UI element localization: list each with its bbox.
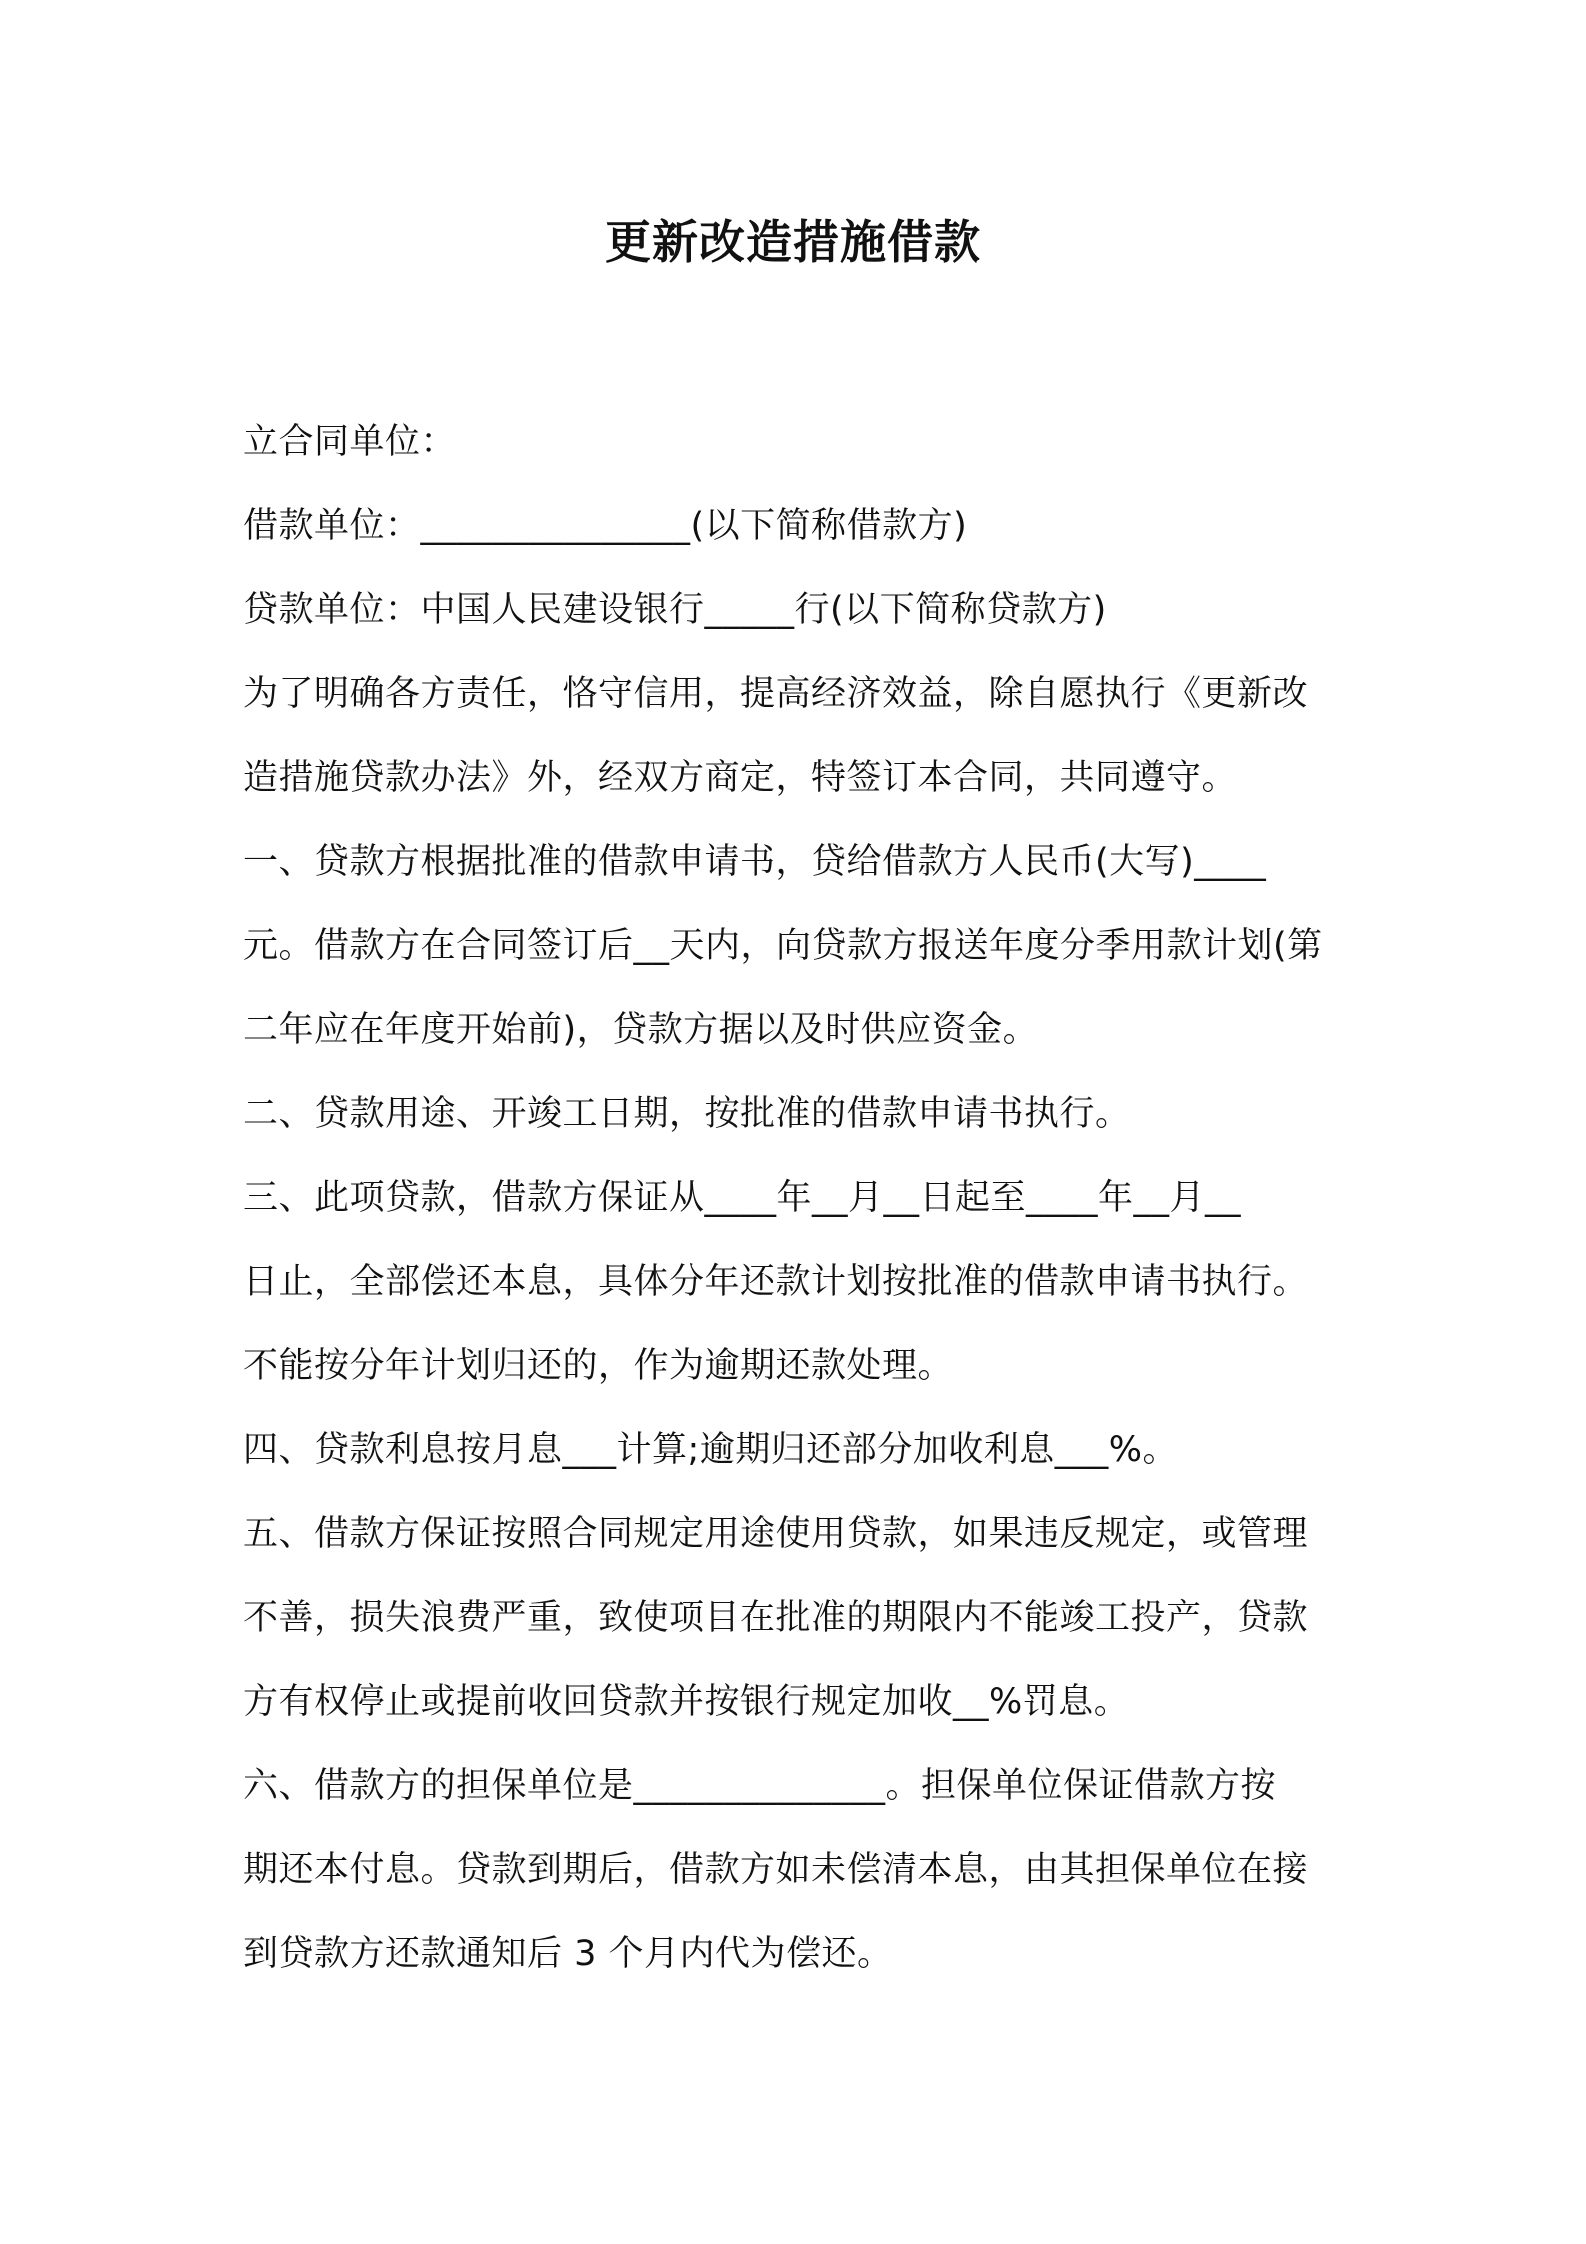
contract-body [243,400,1355,1996]
contract-parties-heading: 立合同单位： [243,422,457,462]
clause-2-line-1: 二、贷款用途、开竣工日期，按批准的借款申请书执行。 [243,1094,1131,1134]
clause-6-line-3: 到贷款方还款通知后 3 个月内代为偿还。 [243,1934,893,1974]
borrower-line: 借款单位：_______________(以下简称借款方) [243,506,968,546]
preamble-line-1: 为了明确各方责任，恪守信用，提高经济效益，除自愿执行《更新改 [243,674,1309,714]
clause-6-line-2: 期还本付息。贷款到期后，借款方如未偿清本息，由其担保单位在接 [243,1850,1309,1890]
clause-1-line-1: 一、贷款方根据批准的借款申请书，贷给借款方人民币(大写)____ [243,842,1267,882]
clause-1-line-3: 二年应在年度开始前)，贷款方据以及时供应资金。 [243,1010,1039,1050]
document-title: 更新改造措施借款 [605,215,981,269]
lender-line: 贷款单位：中国人民建设银行_____行(以下简称贷款方) [243,590,1107,630]
clause-4-line-1: 四、贷款利息按月息___计算;逾期归还部分加收利息___%。 [243,1430,1179,1470]
clause-5-line-2: 不善，损失浪费严重，致使项目在批准的期限内不能竣工投产，贷款 [243,1598,1309,1638]
clause-1-line-2: 元。借款方在合同签订后__天内，向贷款方报送年度分季用款计划(第 [243,926,1323,966]
preamble-line-2: 造措施贷款办法》外，经双方商定，特签订本合同，共同遵守。 [243,758,1238,798]
clause-5-line-1: 五、借款方保证按照合同规定用途使用贷款，如果违反规定，或管理 [243,1514,1309,1554]
clause-5-line-3: 方有权停止或提前收回贷款并按银行规定加收__%罚息。 [243,1682,1130,1722]
clause-3-line-3: 不能按分年计划归还的，作为逾期还款处理。 [243,1346,954,1386]
clause-6-line-1: 六、借款方的担保单位是______________。担保单位保证借款方按 [243,1766,1277,1806]
clause-3-line-2: 日止，全部偿还本息，具体分年还款计划按批准的借款申请书执行。 [243,1262,1309,1302]
clause-3-line-1: 三、此项贷款，借款方保证从____年__月__日起至____年__月__ [243,1178,1242,1218]
